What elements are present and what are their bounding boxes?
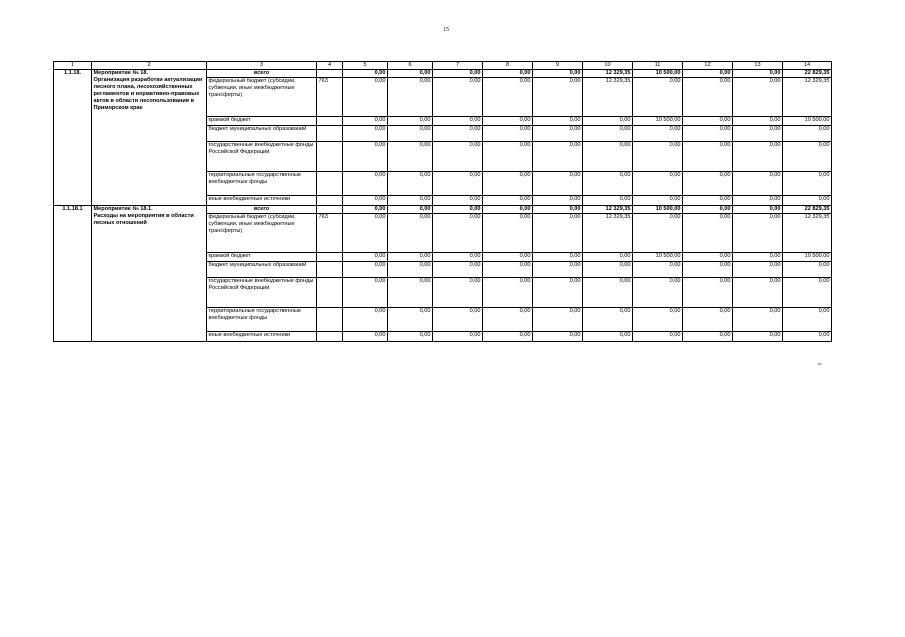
amount-cell: 0,00 [343,117,388,126]
amount-cell: 0,00 [433,117,483,126]
amount-cell: 0,00 [343,142,388,172]
amount-cell: 0,00 [483,332,533,342]
amount-cell: 0,00 [483,70,533,78]
header-cell: 3 [207,62,317,70]
amount-cell: 0,00 [633,142,683,172]
amount-cell: 0,00 [683,308,733,332]
amount-cell: 0,00 [343,214,388,253]
amount-cell: 10 500,00 [783,117,832,126]
amount-cell: 0,00 [483,142,533,172]
amount-cell: 0,00 [683,332,733,342]
amount-cell: 22 829,35 [783,206,832,214]
header-cell: 4 [317,62,343,70]
amount-cell: 0,00 [483,172,533,196]
event-name: Мероприятие № 18.1. Расходы на мероприятия в области лесных отношений [92,206,207,342]
amount-cell: 0,00 [733,308,783,332]
amount-cell: 0,00 [343,70,388,78]
amount-cell: 0,00 [483,196,533,206]
amount-cell: 0,00 [483,78,533,117]
amount-cell: 0,00 [683,117,733,126]
amount-cell: 0,00 [388,332,433,342]
grbs-code [317,117,343,126]
amount-cell: 0,00 [683,142,733,172]
amount-cell: 0,00 [683,70,733,78]
amount-cell: 0,00 [533,206,583,214]
amount-cell: 0,00 [533,70,583,78]
amount-cell: 0,00 [683,196,733,206]
amount-cell: 0,00 [433,262,483,278]
amount-cell: 0,00 [388,172,433,196]
amount-cell: 0,00 [343,126,388,142]
amount-cell: 12 329,35 [583,78,633,117]
amount-cell: 0,00 [633,196,683,206]
amount-cell: 0,00 [433,308,483,332]
header-cell: 7 [433,62,483,70]
amount-cell: 0,00 [633,308,683,332]
amount-cell: 0,00 [783,278,832,308]
header-cell: 9 [533,62,583,70]
grbs-code [317,196,343,206]
grbs-code: 763 [317,214,343,253]
amount-cell: 0,00 [483,262,533,278]
header-cell: 14 [783,62,832,70]
grbs-code [317,126,343,142]
amount-cell: 0,00 [583,142,633,172]
amount-cell: 0,00 [433,126,483,142]
funding-source: территориальные государственные внебюджетные фонды [207,172,317,196]
amount-cell: 0,00 [633,278,683,308]
amount-cell: 0,00 [533,142,583,172]
amount-cell: 0,00 [683,78,733,117]
amount-cell: 0,00 [633,126,683,142]
amount-cell: 0,00 [483,126,533,142]
amount-cell: 0,00 [733,78,783,117]
amount-cell: 10 500,00 [633,206,683,214]
event-code: 1.1.18. [54,70,92,206]
amount-cell: 0,00 [583,278,633,308]
event-name: Мероприятие № 18. Организация разработки актуализации лесного плана, лесохозяйственных регламентов и нормативно-правовых актов в области лесопользования в Приморском крае [92,70,207,206]
header-cell: 1 [54,62,92,70]
amount-cell: 0,00 [783,262,832,278]
amount-cell: 0,00 [583,126,633,142]
funding-source: государственные внебюджетные фонды Российской Федерации [207,278,317,308]
budget-table [53,61,832,342]
amount-cell: 12 329,35 [583,214,633,253]
amount-cell: 0,00 [683,262,733,278]
grbs-code [317,253,343,262]
amount-cell: 0,00 [533,253,583,262]
amount-cell: 0,00 [388,78,433,117]
grbs-code [317,172,343,196]
funding-source: государственные внебюджетные фонды Российской Федерации [207,142,317,172]
header-cell: 11 [633,62,683,70]
amount-cell: 0,00 [733,142,783,172]
header-cell: 5 [343,62,388,70]
amount-cell: 0,00 [388,262,433,278]
amount-cell: 0,00 [483,278,533,308]
amount-cell: 0,00 [683,126,733,142]
amount-cell: 10 500,00 [633,117,683,126]
amount-cell: 0,00 [433,172,483,196]
amount-cell: 0,00 [733,70,783,78]
amount-cell: 0,00 [433,196,483,206]
amount-cell: 0,00 [783,196,832,206]
header-cell: 12 [683,62,733,70]
amount-cell: 0,00 [783,172,832,196]
page-number: 15 [443,27,449,33]
amount-cell: 0,00 [583,308,633,332]
amount-cell: 0,00 [733,196,783,206]
amount-cell: 0,00 [343,172,388,196]
amount-cell: 0,00 [343,278,388,308]
grbs-code [317,332,343,342]
amount-cell: 0,00 [733,206,783,214]
amount-cell: 0,00 [388,142,433,172]
amount-cell: 0,00 [583,172,633,196]
amount-cell: 0,00 [683,206,733,214]
funding-source: бюджет муниципальных образований [207,262,317,278]
amount-cell: 0,00 [343,78,388,117]
amount-cell: 0,00 [583,262,633,278]
amount-cell: 0,00 [483,214,533,253]
amount-cell: 10 500,00 [633,253,683,262]
amount-cell: 0,00 [583,253,633,262]
amount-cell: 0,00 [433,206,483,214]
table-row-total [54,70,832,78]
amount-cell: 0,00 [683,253,733,262]
amount-cell: 0,00 [633,332,683,342]
table-row-total [54,206,832,214]
grbs-code: 763 [317,78,343,117]
amount-cell: 0,00 [733,332,783,342]
amount-cell: 0,00 [783,126,832,142]
header-row [54,62,832,70]
amount-cell: 0,00 [533,196,583,206]
amount-cell: 0,00 [343,206,388,214]
amount-cell: 0,00 [433,332,483,342]
grbs-code [317,142,343,172]
closing-mark: ». [818,361,823,367]
header-cell: 8 [483,62,533,70]
amount-cell: 0,00 [388,308,433,332]
amount-cell: 10 500,00 [783,253,832,262]
amount-cell: 0,00 [583,196,633,206]
funding-source: всего [207,206,317,214]
event-code: 1.1.18.1 [54,206,92,342]
amount-cell: 0,00 [583,117,633,126]
amount-cell: 0,00 [388,206,433,214]
amount-cell: 0,00 [343,262,388,278]
amount-cell: 12 329,35 [783,78,832,117]
amount-cell: 0,00 [533,278,583,308]
header-cell: 2 [92,62,207,70]
amount-cell: 0,00 [533,332,583,342]
amount-cell: 0,00 [533,117,583,126]
amount-cell: 0,00 [388,214,433,253]
amount-cell: 0,00 [388,196,433,206]
amount-cell: 0,00 [388,278,433,308]
amount-cell: 0,00 [483,253,533,262]
amount-cell: 0,00 [343,308,388,332]
header-cell: 10 [583,62,633,70]
amount-cell: 0,00 [433,70,483,78]
amount-cell: 0,00 [733,117,783,126]
amount-cell: 0,00 [483,308,533,332]
grbs-code [317,278,343,308]
amount-cell: 12 329,35 [583,206,633,214]
amount-cell: 0,00 [783,142,832,172]
amount-cell: 0,00 [533,78,583,117]
amount-cell: 0,00 [733,278,783,308]
amount-cell: 0,00 [633,262,683,278]
amount-cell: 0,00 [388,253,433,262]
amount-cell: 0,00 [343,253,388,262]
amount-cell: 0,00 [683,278,733,308]
amount-cell: 0,00 [433,142,483,172]
grbs-code [317,206,343,214]
grbs-code [317,262,343,278]
amount-cell: 0,00 [533,172,583,196]
amount-cell: 0,00 [533,214,583,253]
funding-source: федеральный бюджет (субсидии, субвенции, иные межбюджетные трансферты) [207,214,317,253]
funding-source: краевой бюджет [207,253,317,262]
header-cell: 6 [388,62,433,70]
amount-cell: 0,00 [533,262,583,278]
table-body [54,70,832,342]
amount-cell: 0,00 [433,214,483,253]
amount-cell: 0,00 [633,214,683,253]
amount-cell: 0,00 [783,308,832,332]
amount-cell: 0,00 [388,126,433,142]
amount-cell: 0,00 [483,117,533,126]
amount-cell: 0,00 [433,253,483,262]
amount-cell: 0,00 [733,172,783,196]
amount-cell: 0,00 [683,214,733,253]
funding-source: краевой бюджет [207,117,317,126]
amount-cell: 0,00 [633,78,683,117]
grbs-code [317,70,343,78]
amount-cell: 10 500,00 [633,70,683,78]
grbs-code [317,308,343,332]
funding-source: бюджет муниципальных образований [207,126,317,142]
amount-cell: 12 329,35 [783,214,832,253]
amount-cell: 0,00 [733,126,783,142]
amount-cell: 0,00 [433,78,483,117]
amount-cell: 0,00 [733,262,783,278]
amount-cell: 0,00 [733,214,783,253]
funding-source: всего [207,70,317,78]
amount-cell: 0,00 [583,332,633,342]
amount-cell: 22 829,35 [783,70,832,78]
header-cell: 13 [733,62,783,70]
amount-cell: 0,00 [533,126,583,142]
amount-cell: 0,00 [388,70,433,78]
funding-source: территориальные государственные внебюджетные фонды [207,308,317,332]
amount-cell: 0,00 [343,332,388,342]
amount-cell: 0,00 [683,172,733,196]
amount-cell: 0,00 [343,196,388,206]
funding-source: иные внебюджетные источники [207,196,317,206]
amount-cell: 0,00 [533,308,583,332]
amount-cell: 0,00 [733,253,783,262]
amount-cell: 0,00 [388,117,433,126]
amount-cell: 0,00 [483,206,533,214]
funding-source: иные внебюджетные источники [207,332,317,342]
amount-cell: 0,00 [633,172,683,196]
amount-cell: 0,00 [433,278,483,308]
amount-cell: 0,00 [783,332,832,342]
amount-cell: 12 329,35 [583,70,633,78]
funding-source: федеральный бюджет (субсидии, субвенции, иные межбюджетные трансферты) [207,78,317,117]
